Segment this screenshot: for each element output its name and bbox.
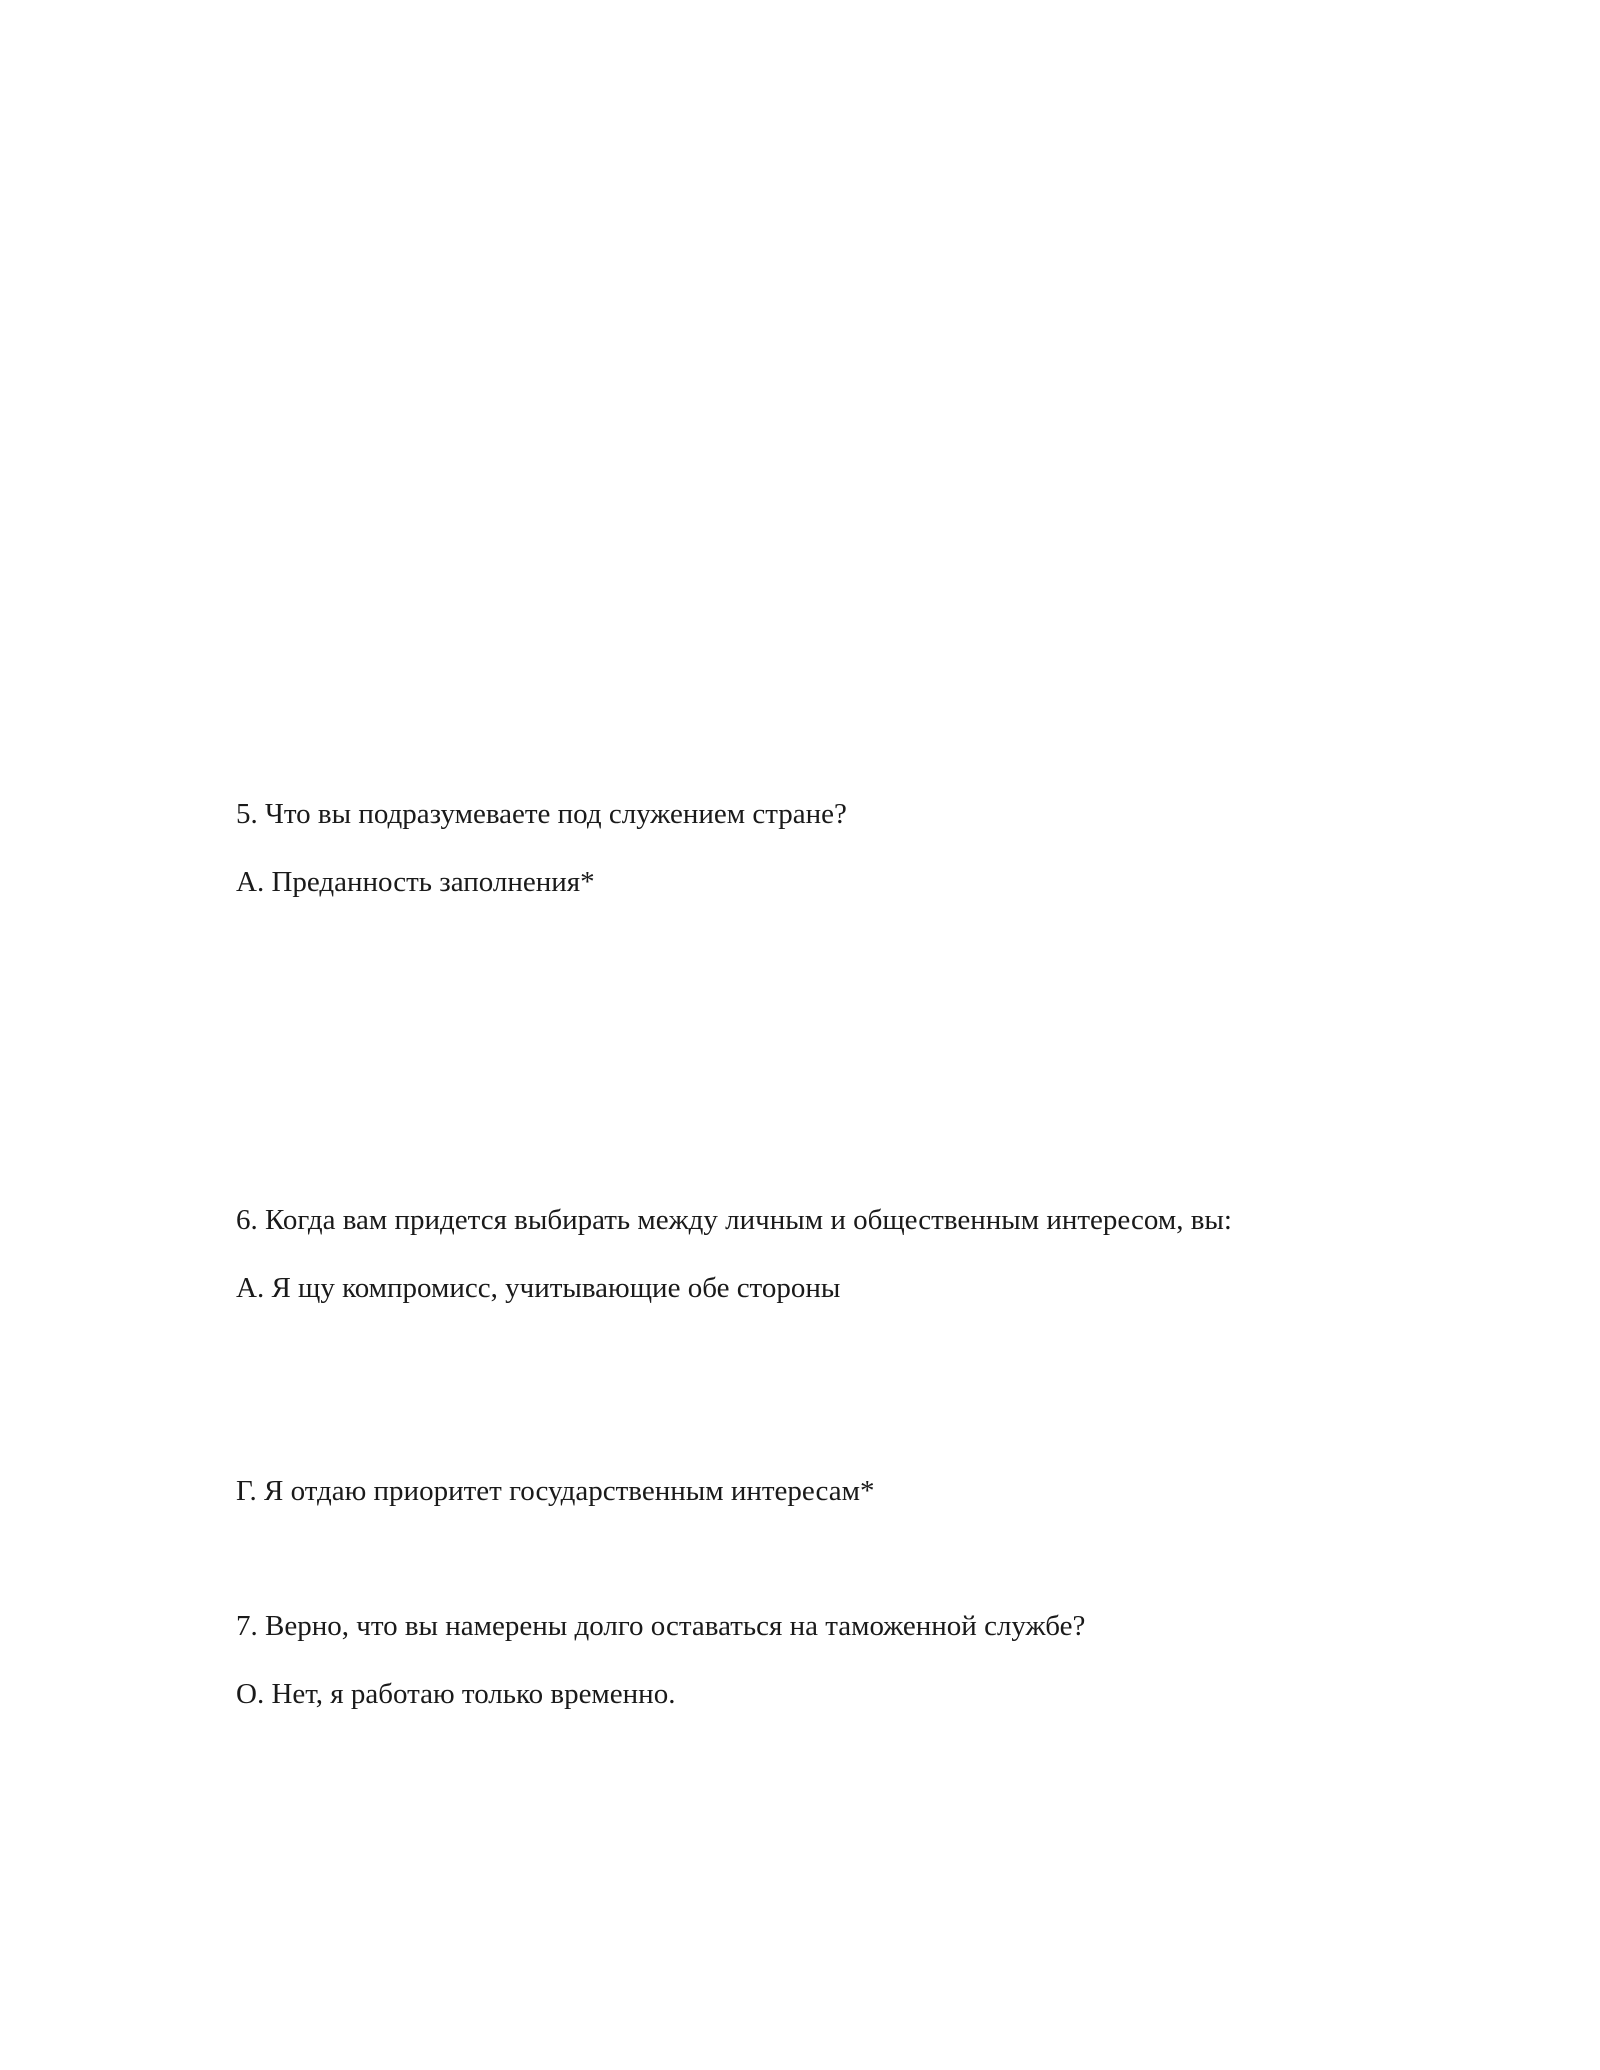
question-6-answer-a: А. Я щу компромисс, учитывающие обе стороны <box>236 1272 841 1304</box>
question-7-answer-o: О. Нет, я работаю только временно. <box>236 1678 676 1710</box>
question-7: 7. Верно, что вы намерены долго оставаться на таможенной службе? <box>236 1610 1086 1642</box>
question-5: 5. Что вы подразумеваете под служением стране? <box>236 798 847 830</box>
question-6-answer-g: Г. Я отдаю приоритет государственным интересам* <box>236 1475 875 1507</box>
question-6: 6. Когда вам придется выбирать между личным и общественным интересом, вы: <box>236 1204 1232 1236</box>
question-5-answer-a: А. Преданность заполнения* <box>236 866 595 898</box>
